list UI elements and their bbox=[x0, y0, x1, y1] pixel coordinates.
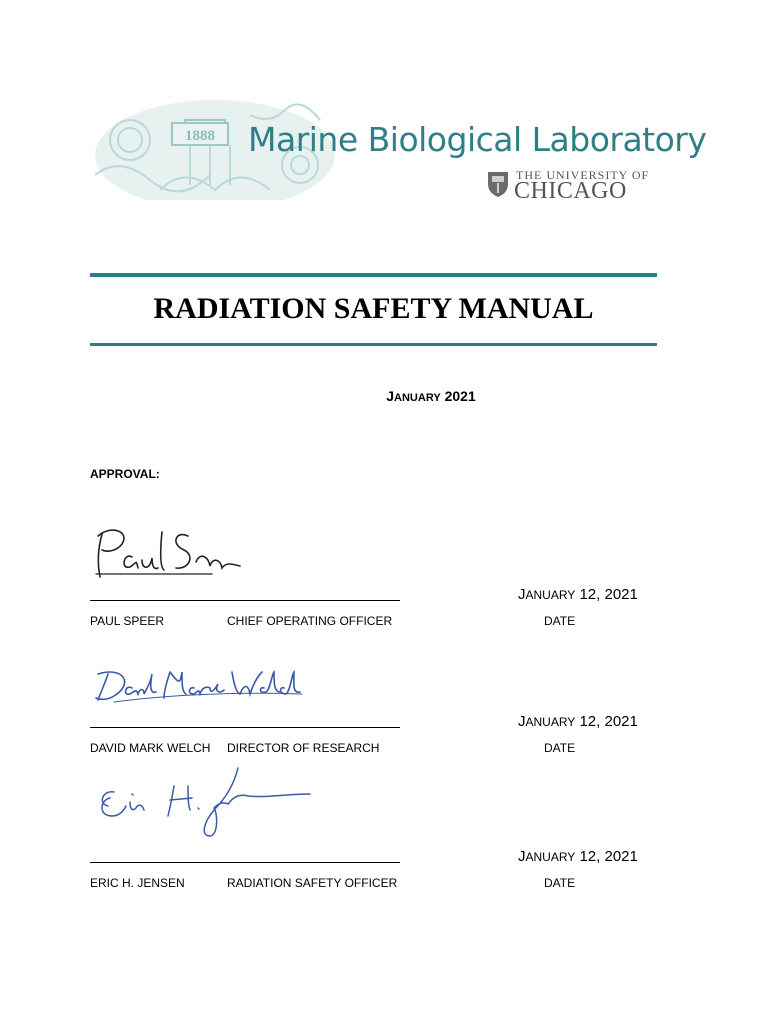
organization-name: Marine Biological Laboratory bbox=[248, 120, 707, 159]
signature-eric-jensen bbox=[96, 764, 312, 840]
signature-paul-speer bbox=[92, 522, 242, 582]
signature-david-mark-welch bbox=[94, 664, 304, 704]
title-rule-top bbox=[90, 273, 657, 277]
signature-line-2 bbox=[90, 727, 400, 728]
date-label-2: DATE bbox=[544, 741, 576, 755]
signature-line-3 bbox=[90, 862, 400, 863]
signatory-role-3: RADIATION SAFETY OFFICER bbox=[227, 876, 398, 890]
sign-date-1-day-year: 12, 2021 bbox=[579, 586, 638, 603]
sign-date-1-month: ANUARY bbox=[525, 588, 576, 602]
sign-date-1-first: J bbox=[518, 586, 526, 603]
sign-date-1 bbox=[518, 586, 638, 603]
sign-date-3-first: J bbox=[518, 848, 526, 865]
date-label-1: DATE bbox=[544, 614, 576, 628]
document-title: RADIATION SAFETY MANUAL bbox=[153, 292, 594, 325]
sign-date-2-month: ANUARY bbox=[525, 715, 576, 729]
document-date-first-letter: J bbox=[386, 388, 395, 404]
signatory-name-2: DAVID MARK WELCH bbox=[90, 741, 211, 755]
sign-date-2-first: J bbox=[518, 713, 526, 730]
document-date-year: 2021 bbox=[444, 388, 476, 404]
signatory-role-1: CHIEF OPERATING OFFICER bbox=[227, 614, 393, 628]
document-date bbox=[90, 388, 770, 404]
signatory-name-1: PAUL SPEER bbox=[90, 614, 165, 628]
document-date-month: ANUARY bbox=[394, 392, 441, 404]
signature-line-1 bbox=[90, 600, 400, 601]
affiliation-small: THE UNIVERSITY OF bbox=[516, 168, 650, 182]
date-label-3: DATE bbox=[544, 876, 576, 890]
sign-date-3-day-year: 12, 2021 bbox=[579, 848, 638, 865]
logo-year: 1888 bbox=[185, 128, 215, 144]
sign-date-3-month: ANUARY bbox=[525, 850, 576, 864]
uchicago-shield-icon bbox=[486, 170, 510, 198]
signatory-role-2: DIRECTOR OF RESEARCH bbox=[227, 741, 380, 755]
sign-date-3 bbox=[518, 848, 638, 865]
sign-date-2-day-year: 12, 2021 bbox=[579, 713, 638, 730]
title-rule-bottom bbox=[90, 343, 657, 346]
approval-label: APPROVAL: bbox=[90, 467, 160, 481]
signatory-name-3: ERIC H. JENSEN bbox=[90, 876, 185, 890]
sign-date-2 bbox=[518, 713, 638, 730]
affiliation-large: CHICAGO bbox=[514, 178, 627, 204]
